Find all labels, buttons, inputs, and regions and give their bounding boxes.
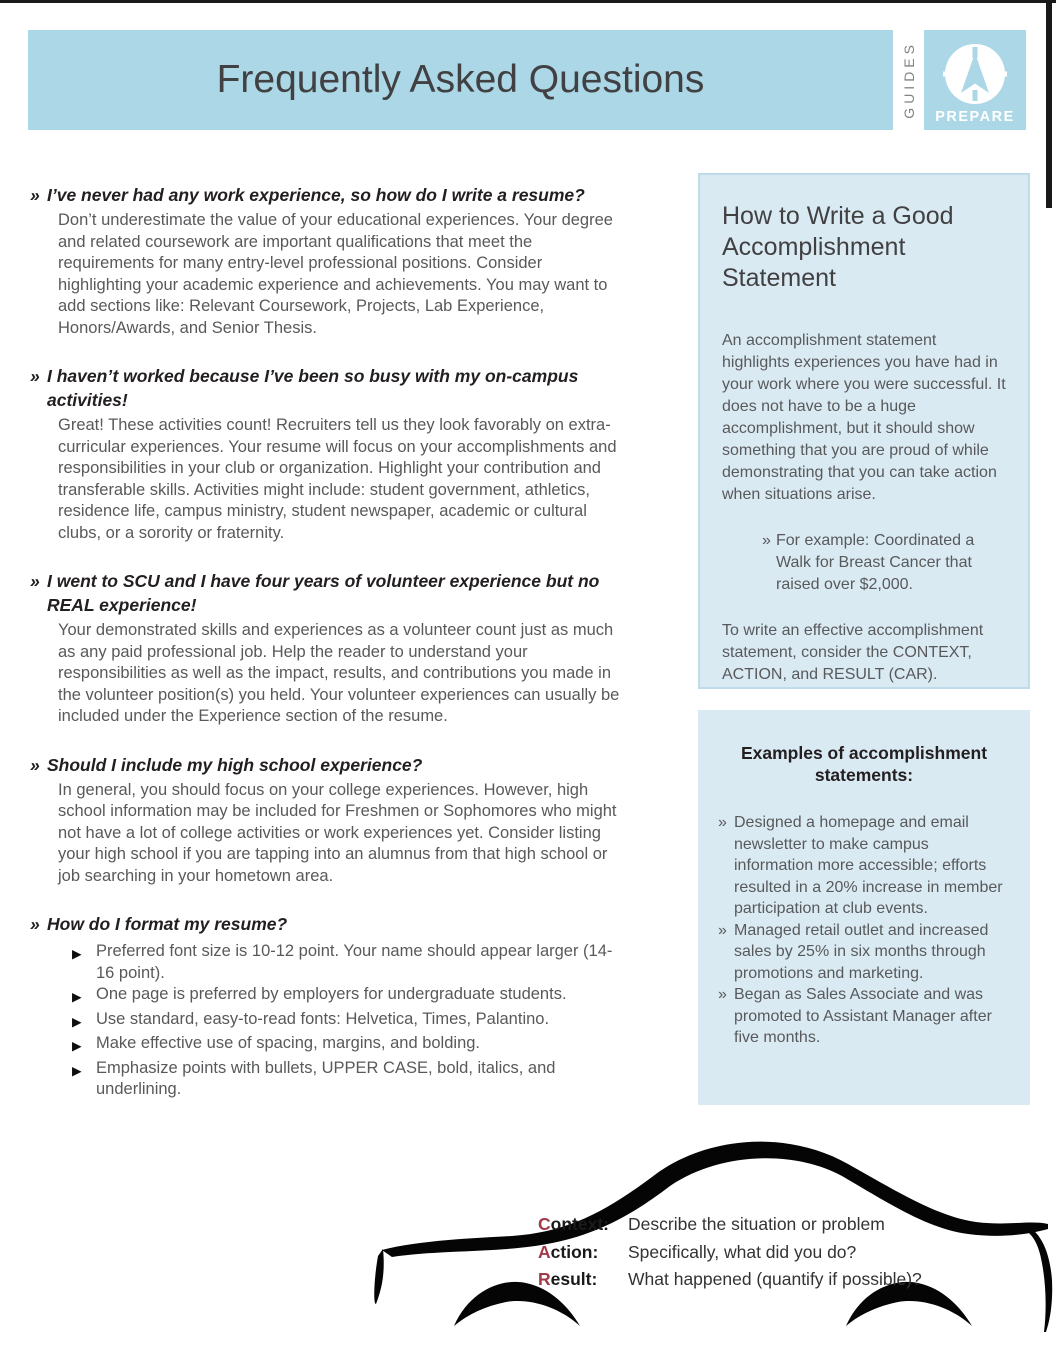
question-marker-icon: » bbox=[30, 914, 40, 934]
panel-example bbox=[762, 530, 990, 596]
car-desc: Describe the situation or problem bbox=[628, 1214, 885, 1234]
faq-question bbox=[30, 364, 645, 412]
page-top-edge bbox=[0, 0, 1056, 3]
car-row bbox=[538, 1214, 922, 1242]
question-marker-icon: » bbox=[30, 754, 40, 775]
faq-question bbox=[30, 912, 645, 936]
list-item bbox=[72, 941, 655, 984]
page-title: Frequently Asked Questions bbox=[216, 58, 705, 101]
header-banner bbox=[28, 30, 1026, 130]
car-desc: What happened (quantify if possible)? bbox=[628, 1269, 922, 1289]
car-acronym bbox=[538, 1214, 922, 1297]
faq-question bbox=[30, 753, 645, 777]
question-text: I went to SCU and I have four years of volunteer experience but no REAL experience! bbox=[47, 571, 600, 615]
examples-title: Examples of accomplishment statements: bbox=[740, 743, 988, 785]
item-text: Began as Sales Associate and was promoted to Assistant Manager after five months. bbox=[734, 986, 992, 1046]
format-bullet-list bbox=[72, 941, 655, 1101]
triangle-bullet-icon: ▶ bbox=[72, 990, 82, 1004]
item-text: Designed a homepage and email newsletter to make campus information more accessible; efforts resulted in a 20% increase in member participation at club events. bbox=[734, 814, 1003, 917]
faq-item bbox=[30, 183, 655, 339]
list-item bbox=[718, 920, 1010, 985]
question-text: How do I format my resume? bbox=[47, 914, 288, 934]
car-graphic bbox=[356, 1128, 1056, 1368]
guides-tab bbox=[893, 30, 924, 130]
bullet-text: Use standard, easy-to-read fonts: Helvetica, Times, Palantino. bbox=[96, 1009, 550, 1028]
triangle-bullet-icon: ▶ bbox=[72, 1039, 82, 1053]
car-label-rest: esult: bbox=[550, 1269, 598, 1289]
faq-question bbox=[30, 569, 645, 617]
bullet-text: Make effective use of spacing, margins, and bolding. bbox=[96, 1034, 481, 1052]
panel-intro-text: An accomplishment statement highlights experiences you have had in your work where you were successful. It does not have to be a huge accomplishment, but it should show something that you are proud of while demonstrating that you can take action when situations arise. bbox=[722, 332, 1006, 503]
question-text: I’ve never had any work experience, so how do I write a resume? bbox=[47, 185, 585, 205]
answer-text: Your demonstrated skills and experiences as a volunteer count just as much as any paid professional job. Help the reader to understand your responsibilities as well as the impact, results, and contributions you made in the volunteer position(s) you held. Your volunteer experiences can usually be included under the Experience section of the resume. bbox=[58, 621, 620, 725]
list-item bbox=[72, 1009, 655, 1034]
bullet-text: Preferred font size is 10-12 point. Your name should appear larger (14-16 point). bbox=[96, 942, 613, 982]
car-label bbox=[538, 1214, 628, 1235]
list-item bbox=[72, 984, 655, 1009]
car-desc: Specifically, what did you do? bbox=[628, 1241, 857, 1262]
list-item bbox=[72, 1033, 655, 1058]
page-right-edge bbox=[1046, 0, 1052, 208]
triangle-bullet-icon: ▶ bbox=[72, 1063, 82, 1078]
question-marker-icon: » bbox=[30, 185, 40, 205]
car-letter: R bbox=[538, 1269, 551, 1289]
answer-text: Great! These activities count! Recruiters tell us they look favorably on extra-curricular experiences. Your resume will focus on your accomplishments and responsibilities in your club or organization. Highlight your contribution and transferable skills. Activities might include: student government, athletics, residence life, campus ministry, student newspaper, academic or cultural clubs, or a sorority or fraternity. bbox=[58, 416, 617, 542]
car-row bbox=[538, 1269, 922, 1297]
answer-text: In general, you should focus on your college experiences. However, high school information may be included for Freshmen or Sophomores who might not have a lot of college activities or work experiences yet. Consider listing your high school if you are tapping into an alumnus from that high school or job searching in your hometown area. bbox=[58, 780, 617, 885]
guides-label: GUIDES bbox=[900, 41, 917, 119]
prepare-badge bbox=[924, 30, 1026, 130]
panel-how-to-write bbox=[698, 173, 1030, 689]
item-text: Managed retail outlet and increased sales by 25% in six months through promotions and marketing. bbox=[734, 921, 989, 982]
question-text: Should I include my high school experience? bbox=[47, 754, 423, 775]
car-letter: A bbox=[538, 1241, 551, 1262]
car-label bbox=[538, 1269, 628, 1290]
panel-accomplishment-examples bbox=[698, 710, 1030, 1105]
car-label-rest: ontext: bbox=[550, 1214, 609, 1234]
bullet-text: One page is preferred by employers for undergraduate students. bbox=[96, 985, 567, 1003]
panel-outro-text: To write an effective accomplishment statement, consider the CONTEXT, ACTION, and RESULT (CAR). bbox=[722, 622, 984, 683]
faq-list bbox=[30, 183, 655, 1126]
faq-item bbox=[30, 364, 655, 544]
answer-text: Don’t underestimate the value of your educational experiences. Your degree and related coursework are important qualifications that meet the requirements for many entry-level professional positions. Consider highlighting your academic experience and achievements. You may want to add sections like: Relevant Coursework, Projects, Lab Experience, Honors/Awards, and Senior Thesis. bbox=[58, 211, 613, 337]
car-label-rest: ction: bbox=[550, 1241, 599, 1262]
list-item bbox=[72, 1058, 655, 1101]
list-item bbox=[718, 812, 1010, 920]
example-text: For example: Coordinated a Walk for Breast Cancer that raised over $2,000. bbox=[776, 532, 975, 593]
list-item bbox=[718, 984, 1010, 1049]
item-marker-icon: » bbox=[718, 986, 727, 1003]
question-marker-icon: » bbox=[30, 571, 40, 591]
triangle-bullet-icon: ▶ bbox=[72, 1014, 82, 1029]
question-marker-icon: » bbox=[30, 366, 40, 386]
question-text: I haven’t worked because I’ve been so busy with my on-campus activities! bbox=[47, 366, 579, 410]
faq-item bbox=[30, 753, 655, 888]
example-marker-icon: » bbox=[762, 532, 771, 549]
prepare-label: PREPARE bbox=[935, 109, 1015, 125]
faq-question bbox=[30, 183, 645, 207]
faq-item bbox=[30, 912, 655, 1101]
faq-item bbox=[30, 569, 655, 728]
car-letter: C bbox=[538, 1214, 551, 1234]
panel-title: How to Write a Good Accomplishment Statement bbox=[722, 202, 954, 292]
car-label bbox=[538, 1242, 628, 1263]
triangle-bullet-icon: ▶ bbox=[72, 947, 82, 961]
item-marker-icon: » bbox=[718, 814, 727, 831]
car-row bbox=[538, 1242, 922, 1270]
item-marker-icon: » bbox=[718, 921, 727, 939]
bullet-text: Emphasize points with bullets, UPPER CASE, bold, italics, and underlining. bbox=[96, 1058, 556, 1098]
